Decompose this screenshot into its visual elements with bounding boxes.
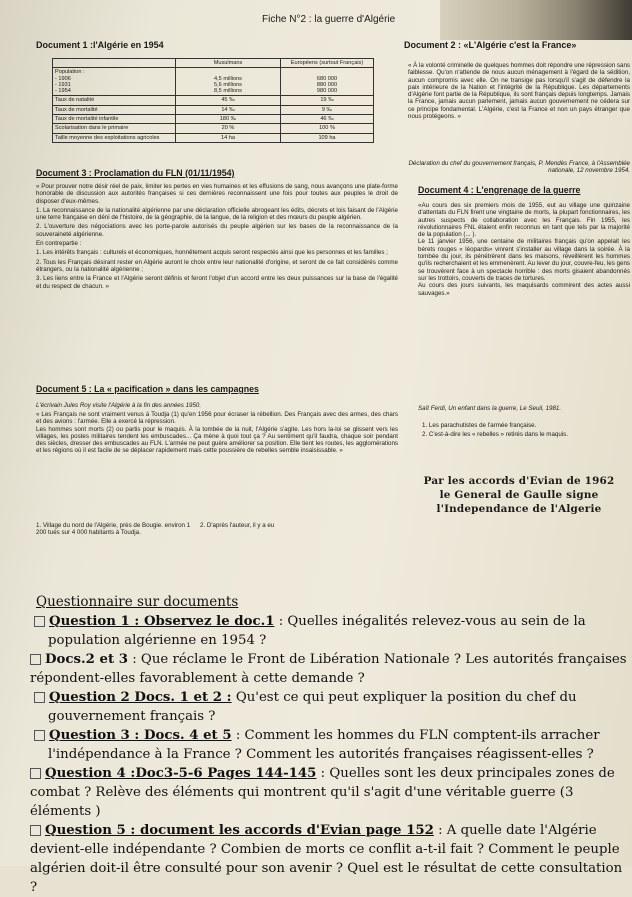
- table-cell: Taux de mortalité: [53, 105, 176, 114]
- population-table: [52, 58, 374, 143]
- checkbox-icon[interactable]: [30, 768, 41, 779]
- banner-line-2: le General de Gaulle signe: [439, 489, 599, 501]
- doc4-text: «Au cours des six premiers mois de 1955, eut au village une quinzaine d'attentats du FLN firent une vingtaine de morts, la plupart fonctionnaires, les autres suspects de collaboration avec les Français. Fin 1955, les révolutionnaires FNL étaient enfin reconnus en tant que tels par la majorité de la population (... ). Le 11 janvier 1956, une centaine de militaires français qu'on appelait les bérets rouges « léopards» vinrent s'installer au village dans la soirée. À la tombée du jour, ils pénétrèrent dans les maisons, réveillèrent les hommes qu'ils recherchaient et les emmenèrent. Au lever du jour, couvre-feu, les gens se trouvèrent face à un spectacle horrible : des morts gisaient abandonnés sur les trottoirs, couverts de traces de tortures. Au cours des jours suivants, les maquisards commirent des actes aussi sauvages.»: [418, 202, 630, 297]
- doc5-note-2: 2. D'après l'auteur, il y a eu: [200, 522, 275, 529]
- table-row: [53, 68, 374, 96]
- doc3-counter-3: 3. Les liens entre la France et l'Algérie seront définis et feront l'objet d'un accord entre les deux puissances sur la base de l'égalité et du respect de chacun. »: [36, 275, 398, 290]
- doc3-intro: « Pour prouver notre désir réel de paix, limiter les pertes en vies humaines et les effusions de sang, nous avançons une plate-forme honorable de discussion aux autorités françaises si ces dernières reconnaissent une fois pour toutes aux peuples le droit de disposer d'eux-mêmes.: [36, 183, 398, 205]
- table-body: [53, 68, 374, 143]
- question-1: Question 1 : Observez le doc.1 : Quelles inégalités relevez-vous au sein de la population algérienne en 1954 ?: [30, 612, 628, 650]
- table-cell: 19 ‰: [281, 96, 374, 105]
- table-row: [53, 96, 374, 105]
- table-cell: 46 ‰: [281, 115, 374, 124]
- fiche-title: Fiche N°2 : la guerre d'Algérie: [262, 14, 396, 25]
- evian-banner: [406, 474, 632, 516]
- question-4: Question 3 : Docs. 4 et 5 : Comment les hommes du FLN comptent-ils arracher l'indépendance à la France ? Comment les autorités françaises réagissent-elles ?: [30, 726, 628, 764]
- question-5: Question 4 :Doc3-5-6 Pages 144-145 : Quelles sont les deux principales zones de combat ? Relève des éléments qui montrent qu'il s'agit d'une véritable guerre (3 éléments ): [30, 766, 615, 819]
- doc5-note-1: 1. Village du nord de l'Algérie, près de Bougie. environ 1 200 tués sur 4 000 habitants à Toudja.: [36, 522, 191, 537]
- question-6: Question 5 : document les accords d'Evian page 152 : A quelle date l'Algérie devient-elle indépendante ? Combien de morts ce conflit a-t-il fait ? Comment le peuple algérien doit-il être consulté pour son avenir ? Quel est le résultat de cette consultation ?: [30, 823, 623, 895]
- table-cell: Population : - 1906 - 1931 - 1954: [53, 68, 176, 96]
- table-cell: 4,5 millions 5,6 millions 8,5 millions: [176, 68, 281, 96]
- doc3-point-1: 1. La reconnaissance de la nationalité algérienne par une déclaration officielle abrogeant les édits, décrets et lois faisant de l'Algérie une terre française en déni de l'histoire, de la géographie, de la langue, de la religion et des mœurs du peuple algérien.: [36, 206, 398, 222]
- question-3: Question 2 Docs. 1 et 2 : Qu'est ce qui peut expliquer la position du chef du gouvernement français ?: [30, 688, 628, 726]
- checkbox-icon[interactable]: [34, 692, 45, 703]
- banner-line-3: l'Independance de l'Algerie: [436, 503, 602, 515]
- table-cell: 14 ha: [176, 133, 281, 142]
- doc4-title: Document 4 : L'engrenage de la guerre: [418, 185, 581, 195]
- checkbox-icon[interactable]: [30, 654, 41, 665]
- doc4-note-2: 2. C'est-à-dire les « rebelles » retirés dans le maquis.: [422, 431, 568, 438]
- table-cell: 14 ‰: [176, 105, 281, 114]
- table-cell: Taille moyenne des exploitations agricoles: [53, 133, 176, 142]
- col-europeens: Européens (surtout Français): [281, 59, 374, 68]
- doc3-point-2: 2. L'ouverture des négociations avec les porte-parole autorisés du peuple algérien sur les bases de la reconnaissance de la souveraineté algérienne.: [36, 223, 398, 238]
- doc3-counter-2: 2. Tous les Français désirant rester en Algérie auront le choix entre leur nationalité d'origine, et seront de ce fait considérés comme étrangers, ou la nationalité algérienne ;: [36, 258, 398, 273]
- table-cell: 109 ha: [281, 133, 374, 142]
- table-cell: Taux de mortalité infantile: [53, 115, 176, 124]
- table-cell: Taux de natalité: [53, 96, 176, 105]
- table-cell: 100 %: [281, 124, 374, 133]
- doc4-note-1: 1. Les parachutistes de l'armée française.: [422, 422, 537, 429]
- doc3-title: Document 3 : Proclamation du FLN (01/11/1954): [36, 168, 235, 178]
- table-cell: 45 ‰: [176, 96, 281, 105]
- doc2-title: Document 2 : «L'Algérie c'est la France»: [404, 40, 577, 50]
- doc5-text: « Les Français ne sont vraiment venus à Toudja (1) qu'en 1956 pour écraser la rébellion. Des Français avec des armes, des chars et des avions : l'armée. Elle a exercé la répression. Les hommes sont morts (2) ou partis pour le maquis. À la tombée de la nuit, l'Algérie s'agite. Les hors la-loi se glissent vers les villages, les postes militaires tendent les embuscades... Ça mène à quoi tout ça ? Au sentiment qu'il faudra, chaque soir pendant des siècles, dresser des embuscades au FLN. L'armée ne peut guère améliorer sa position. Elle tient les routes, les agglomérations et les régions où il est facile de se déplacer rapidement mais cette poussière de rebelles semble insaisissable. »: [36, 411, 398, 455]
- table-row: [53, 133, 374, 142]
- doc4-source: Saït Ferdi, Un enfant dans la guerre, Le Seuil, 1981.: [418, 405, 562, 412]
- doc2-source: Déclaration du chef du gouvernement français, P. Mendès France, à l'Assemblée nationale, 12 novembre 1954.: [408, 160, 630, 175]
- page-edge-shadow: [440, 0, 632, 40]
- doc3-body: [36, 183, 398, 292]
- doc5-title: Document 5 : La « pacification » dans les campagnes: [36, 384, 259, 394]
- table-cell: 180 ‰: [176, 115, 281, 124]
- questionnaire: [30, 612, 628, 897]
- table-cell: 680 000 880 000 980 000: [281, 68, 374, 96]
- table-cell: Scolarisation dans le primaire: [53, 124, 176, 133]
- doc5-intro: L'écrivain Jules Roy visite l'Algérie à la fin des années 1950.: [36, 402, 202, 409]
- doc2-text: « À la volonté criminelle de quelques hommes doit répondre une répression sans faiblesse. Qu'on n'attende de nous aucun ménagement à l'égard de la sédition, aucun compromis avec elle. On ne transige pas lorsqu'il s'agit de défendre la paix intérieure de la Nation et l'intégrité de la République. Les départements d'Algérie font partie de la République, ils sont français depuis longtemps. Jamais la France, jamais aucun parlement, jamais aucun gouvernement ne cédera sur ce principe fondamental. L'Algérie, c'est la France et non un pays étranger que nous protégeons. »: [408, 62, 630, 121]
- doc1-title: Document 1 :l'Algérie en 1954: [36, 40, 164, 50]
- table-row: [53, 105, 374, 114]
- banner-line-1: Par les accords d'Evian de 1962: [423, 475, 615, 487]
- questionnaire-title: Questionnaire sur documents: [36, 594, 239, 610]
- table-cell: 9 ‰: [281, 105, 374, 114]
- col-musulmans: Musulmans: [176, 59, 281, 68]
- checkbox-icon[interactable]: [34, 616, 45, 627]
- doc3-counter-1: 1. Les intérêts français : culturels et économiques, honnêtement acquis seront respectés ainsi que les personnes et les familles ;: [36, 249, 388, 257]
- table-row: [53, 124, 374, 133]
- checkbox-icon[interactable]: [30, 825, 41, 836]
- checkbox-icon[interactable]: [34, 730, 45, 741]
- doc3-contrepartie: En contrepartie :: [36, 240, 82, 248]
- question-2: Docs.2 et 3 : Que réclame le Front de Libération Nationale ? Les autorités françaises répondent-elles favorablement à cette demande ?: [30, 652, 627, 686]
- table-row: [53, 115, 374, 124]
- table-cell: 20 %: [176, 124, 281, 133]
